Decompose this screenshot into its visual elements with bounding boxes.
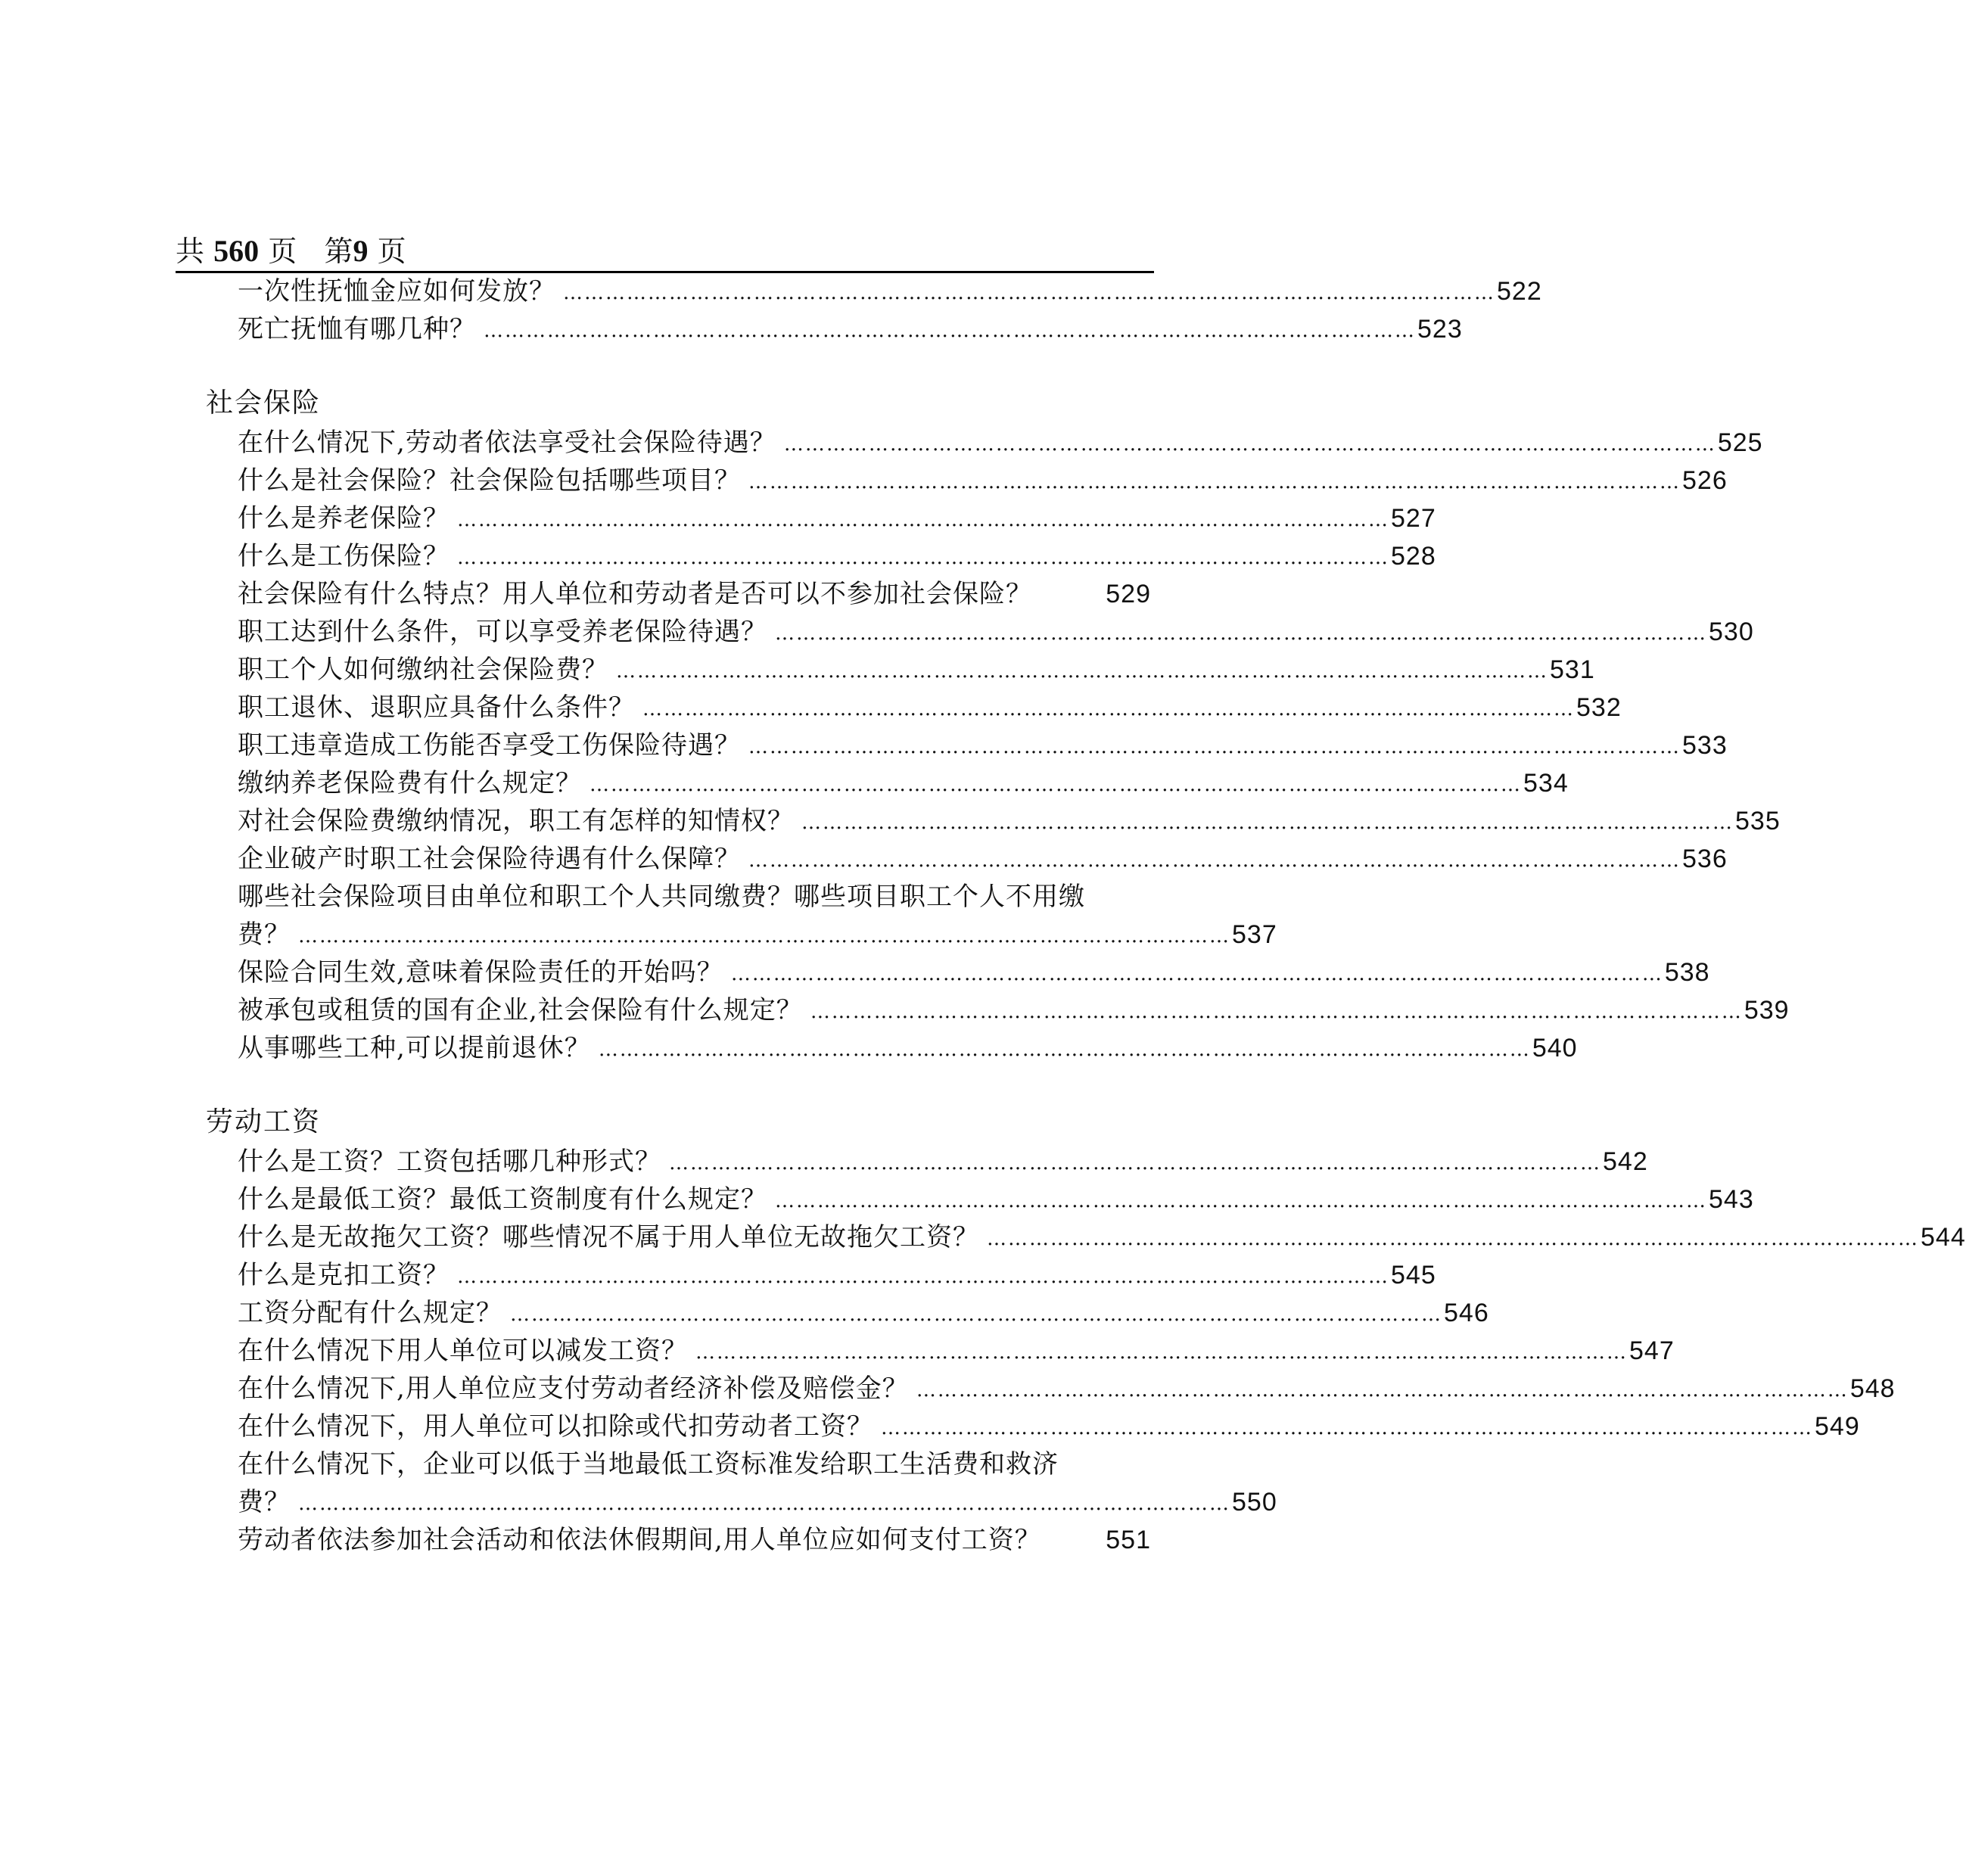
current-suffix: 页 (377, 235, 406, 268)
toc-entry-title: 什么是工资？工资包括哪几种形式？ (238, 1146, 661, 1177)
total-prefix: 共 (176, 235, 205, 268)
toc-entry-title: 在什么情况下,用人单位应支付劳动者经济补偿及赔偿金？ (238, 1374, 909, 1404)
toc-entry-page: 527 (1391, 504, 1436, 533)
leader-dots: …………………………………………………………………………………………………………………… (298, 1492, 1230, 1515)
leader-dots: …………………………………………………………………………………………………………………… (730, 963, 1663, 985)
toc-entry-page: 533 (1682, 731, 1728, 760)
leader-dots: …………………………………………………………………………………………………………………… (748, 471, 1681, 493)
leader-dots: …………………………………………………………………………………………………………………… (457, 1265, 1389, 1288)
page-header (176, 233, 1152, 269)
leader-dots: …………………………………………………………………………………………………………………… (748, 736, 1681, 758)
toc-entry-title: 职工达到什么条件，可以享受养老保险待遇？ (238, 617, 767, 647)
toc-entry[interactable] (238, 1256, 1436, 1294)
toc-entry-page: 531 (1550, 655, 1595, 684)
toc-entry-page: 543 (1709, 1185, 1754, 1214)
total-suffix: 页 (268, 235, 297, 268)
toc-entry[interactable] (238, 1332, 1675, 1370)
leader-dots: …………………………………………………………………………………………………………………… (916, 1379, 1849, 1402)
total-pages: 560 (213, 234, 260, 268)
toc-entry-title: 职工退休、退职应具备什么条件？ (238, 692, 635, 723)
section-title-labor-wages: 劳动工资 (206, 1106, 322, 1137)
toc-entry[interactable] (238, 613, 1754, 651)
toc-entry-page: 536 (1682, 845, 1728, 873)
toc-entry[interactable] (238, 954, 1710, 991)
current-page: 9 (353, 234, 369, 268)
toc-entry-title: 职工违章造成工伤能否享受工伤保险待遇？ (238, 730, 741, 761)
toc-entry[interactable] (238, 802, 1781, 840)
toc-entry-title: 什么是克扣工资？ (238, 1260, 450, 1290)
leader-dots: …………………………………………………………………………………………………………………… (457, 546, 1389, 569)
toc-entry[interactable] (238, 424, 1763, 462)
toc-entry[interactable] (238, 1181, 1754, 1218)
toc-entry[interactable] (238, 310, 1463, 348)
toc-entry-line2[interactable] (238, 1483, 1277, 1521)
toc-entry[interactable] (238, 764, 1569, 802)
toc-entry-page: 529 (1106, 580, 1151, 608)
leader-dots: …………………………………………………………………………………………………………………… (801, 811, 1734, 834)
toc-entry[interactable] (238, 1143, 1648, 1181)
toc-entry-page: 551 (1106, 1526, 1151, 1554)
toc-entry-line2[interactable] (238, 916, 1277, 954)
toc-entry[interactable] (238, 651, 1595, 689)
leader-dots: …………………………………………………………………………………………………………………… (484, 319, 1416, 342)
toc-entry-title: 社会保险有什么特点？用人单位和劳动者是否可以不参加社会保险？ (238, 579, 1032, 609)
toc-entry-title: 职工个人如何缴纳社会保险费？ (238, 655, 608, 685)
toc-entry-title: 在什么情况下，企业可以低于当地最低工资标准发给职工生活费和救济 (238, 1449, 1059, 1479)
toc-entry-page: 530 (1709, 618, 1754, 646)
toc-entry[interactable] (238, 462, 1728, 499)
toc-entry-title: 什么是工伤保险？ (238, 541, 450, 571)
toc-entry[interactable] (238, 575, 1151, 613)
toc-entry-title-cont: 费？ (238, 1487, 291, 1517)
toc-entry-page: 538 (1664, 958, 1710, 987)
toc-entry-page: 549 (1815, 1412, 1860, 1441)
leader-dots: …………………………………………………………………………………………………………………… (775, 1190, 1707, 1212)
toc-entry-title: 从事哪些工种,可以提前退休？ (238, 1033, 591, 1063)
toc-entry-line1[interactable] (238, 1445, 1151, 1483)
toc-entry-page: 528 (1391, 542, 1436, 571)
toc-entry-page: 522 (1497, 277, 1542, 306)
toc-entry-title: 企业破产时职工社会保险待遇有什么保障？ (238, 844, 741, 874)
toc-entry-page: 550 (1232, 1488, 1277, 1517)
toc-entry-title: 什么是最低工资？最低工资制度有什么规定？ (238, 1184, 767, 1215)
leader-dots: …………………………………………………………………………………………………………………… (783, 433, 1716, 456)
leader-dots: …………………………………………………………………………………………………………………… (457, 509, 1389, 531)
leader-dots: …………………………………………………………………………………………………………………… (616, 660, 1548, 683)
toc-entry-title: 在什么情况下,劳动者依法享受社会保险待遇？ (238, 428, 776, 458)
toc-entry-title: 被承包或租赁的国有企业,社会保险有什么规定？ (238, 995, 803, 1025)
leader-dots: …………………………………………………………………………………………………………………… (695, 1341, 1628, 1364)
toc-entry-page: 537 (1232, 920, 1277, 949)
toc-entry-title: 在什么情况下用人单位可以减发工资？ (238, 1336, 688, 1366)
toc-entry-title: 什么是养老保险？ (238, 503, 450, 534)
toc-entry[interactable] (238, 499, 1436, 537)
toc-entry-line1[interactable] (238, 878, 1151, 916)
toc-entry[interactable] (238, 840, 1728, 878)
toc-entry[interactable] (238, 272, 1542, 310)
toc-entry-page: 544 (1921, 1223, 1966, 1252)
toc-entry-title: 缴纳养老保险费有什么规定？ (238, 768, 582, 798)
leader-dots: …………………………………………………………………………………………………………………… (589, 773, 1522, 796)
leader-dots: …………………………………………………………………………………………………………………… (298, 925, 1230, 947)
leader-dots: …………………………………………………………………………………………………………………… (598, 1038, 1531, 1061)
leader-dots: …………………………………………………………………………………………………………………… (563, 282, 1495, 304)
leader-dots: …………………………………………………………………………………………………………………… (881, 1417, 1813, 1439)
leader-dots: …………………………………………………………………………………………………………………… (775, 622, 1707, 645)
toc-entry-title-cont: 费？ (238, 919, 291, 950)
toc-entry-page: 547 (1629, 1336, 1675, 1365)
toc-entry-page: 546 (1444, 1299, 1489, 1327)
section-title-social-insurance: 社会保险 (206, 387, 322, 418)
toc-entry-page: 540 (1532, 1034, 1578, 1062)
toc-entry-title: 工资分配有什么规定？ (238, 1298, 502, 1328)
toc-entry[interactable] (238, 1408, 1860, 1445)
toc-entry-page: 525 (1717, 428, 1763, 457)
leader-dots: …………………………………………………………………………………………………………………… (748, 849, 1681, 872)
toc-entry-title: 死亡抚恤有哪几种？ (238, 314, 476, 344)
toc-entry-title: 一次性抚恤金应如何发放？ (238, 276, 555, 306)
toc-entry[interactable] (238, 1294, 1489, 1332)
toc-entry-page: 532 (1576, 693, 1622, 722)
toc-entry-title: 在什么情况下，用人单位可以扣除或代扣劳动者工资？ (238, 1411, 873, 1442)
toc-entry[interactable] (238, 1218, 1966, 1256)
toc-entry[interactable] (238, 689, 1622, 726)
toc-entry-title: 哪些社会保险项目由单位和职工个人共同缴费？哪些项目职工个人不用缴 (238, 882, 1085, 912)
toc-entry[interactable] (238, 1029, 1578, 1067)
toc-entry-page: 535 (1735, 807, 1781, 835)
toc-entry[interactable] (238, 1370, 1896, 1408)
toc-entry-page: 526 (1682, 466, 1728, 495)
toc-entry[interactable] (238, 991, 1790, 1029)
toc-entry-title: 什么是无故拖欠工资？哪些情况不属于用人单位无故拖欠工资？ (238, 1222, 979, 1252)
toc-entry[interactable] (238, 726, 1728, 764)
toc-entry-page: 545 (1391, 1261, 1436, 1290)
toc-entry-page: 534 (1523, 769, 1569, 798)
toc-entry[interactable] (238, 1521, 1151, 1559)
toc-entry-page: 523 (1417, 315, 1463, 344)
toc-entry-title: 对社会保险费缴纳情况，职工有怎样的知情权？ (238, 806, 794, 836)
toc-entry[interactable] (238, 537, 1436, 575)
toc-entry-page: 539 (1744, 996, 1790, 1025)
current-prefix: 第 (324, 235, 353, 268)
leader-dots: …………………………………………………………………………………………………………………… (510, 1303, 1442, 1326)
leader-dots: …………………………………………………………………………………………………………………… (669, 1152, 1601, 1174)
toc-entry-page: 548 (1849, 1374, 1896, 1403)
toc-entry-page: 542 (1603, 1147, 1648, 1176)
leader-dots: …………………………………………………………………………………………………………………… (987, 1227, 1919, 1250)
toc-entry-title: 什么是社会保险？社会保险包括哪些项目？ (238, 465, 741, 496)
toc-entry-title: 保险合同生效,意味着保险责任的开始吗？ (238, 957, 723, 988)
leader-dots: …………………………………………………………………………………………………………………… (810, 1000, 1743, 1023)
toc-entry-title: 劳动者依法参加社会活动和依法休假期间,用人单位应如何支付工资？ (238, 1525, 1041, 1555)
leader-dots: …………………………………………………………………………………………………………………… (642, 698, 1575, 720)
